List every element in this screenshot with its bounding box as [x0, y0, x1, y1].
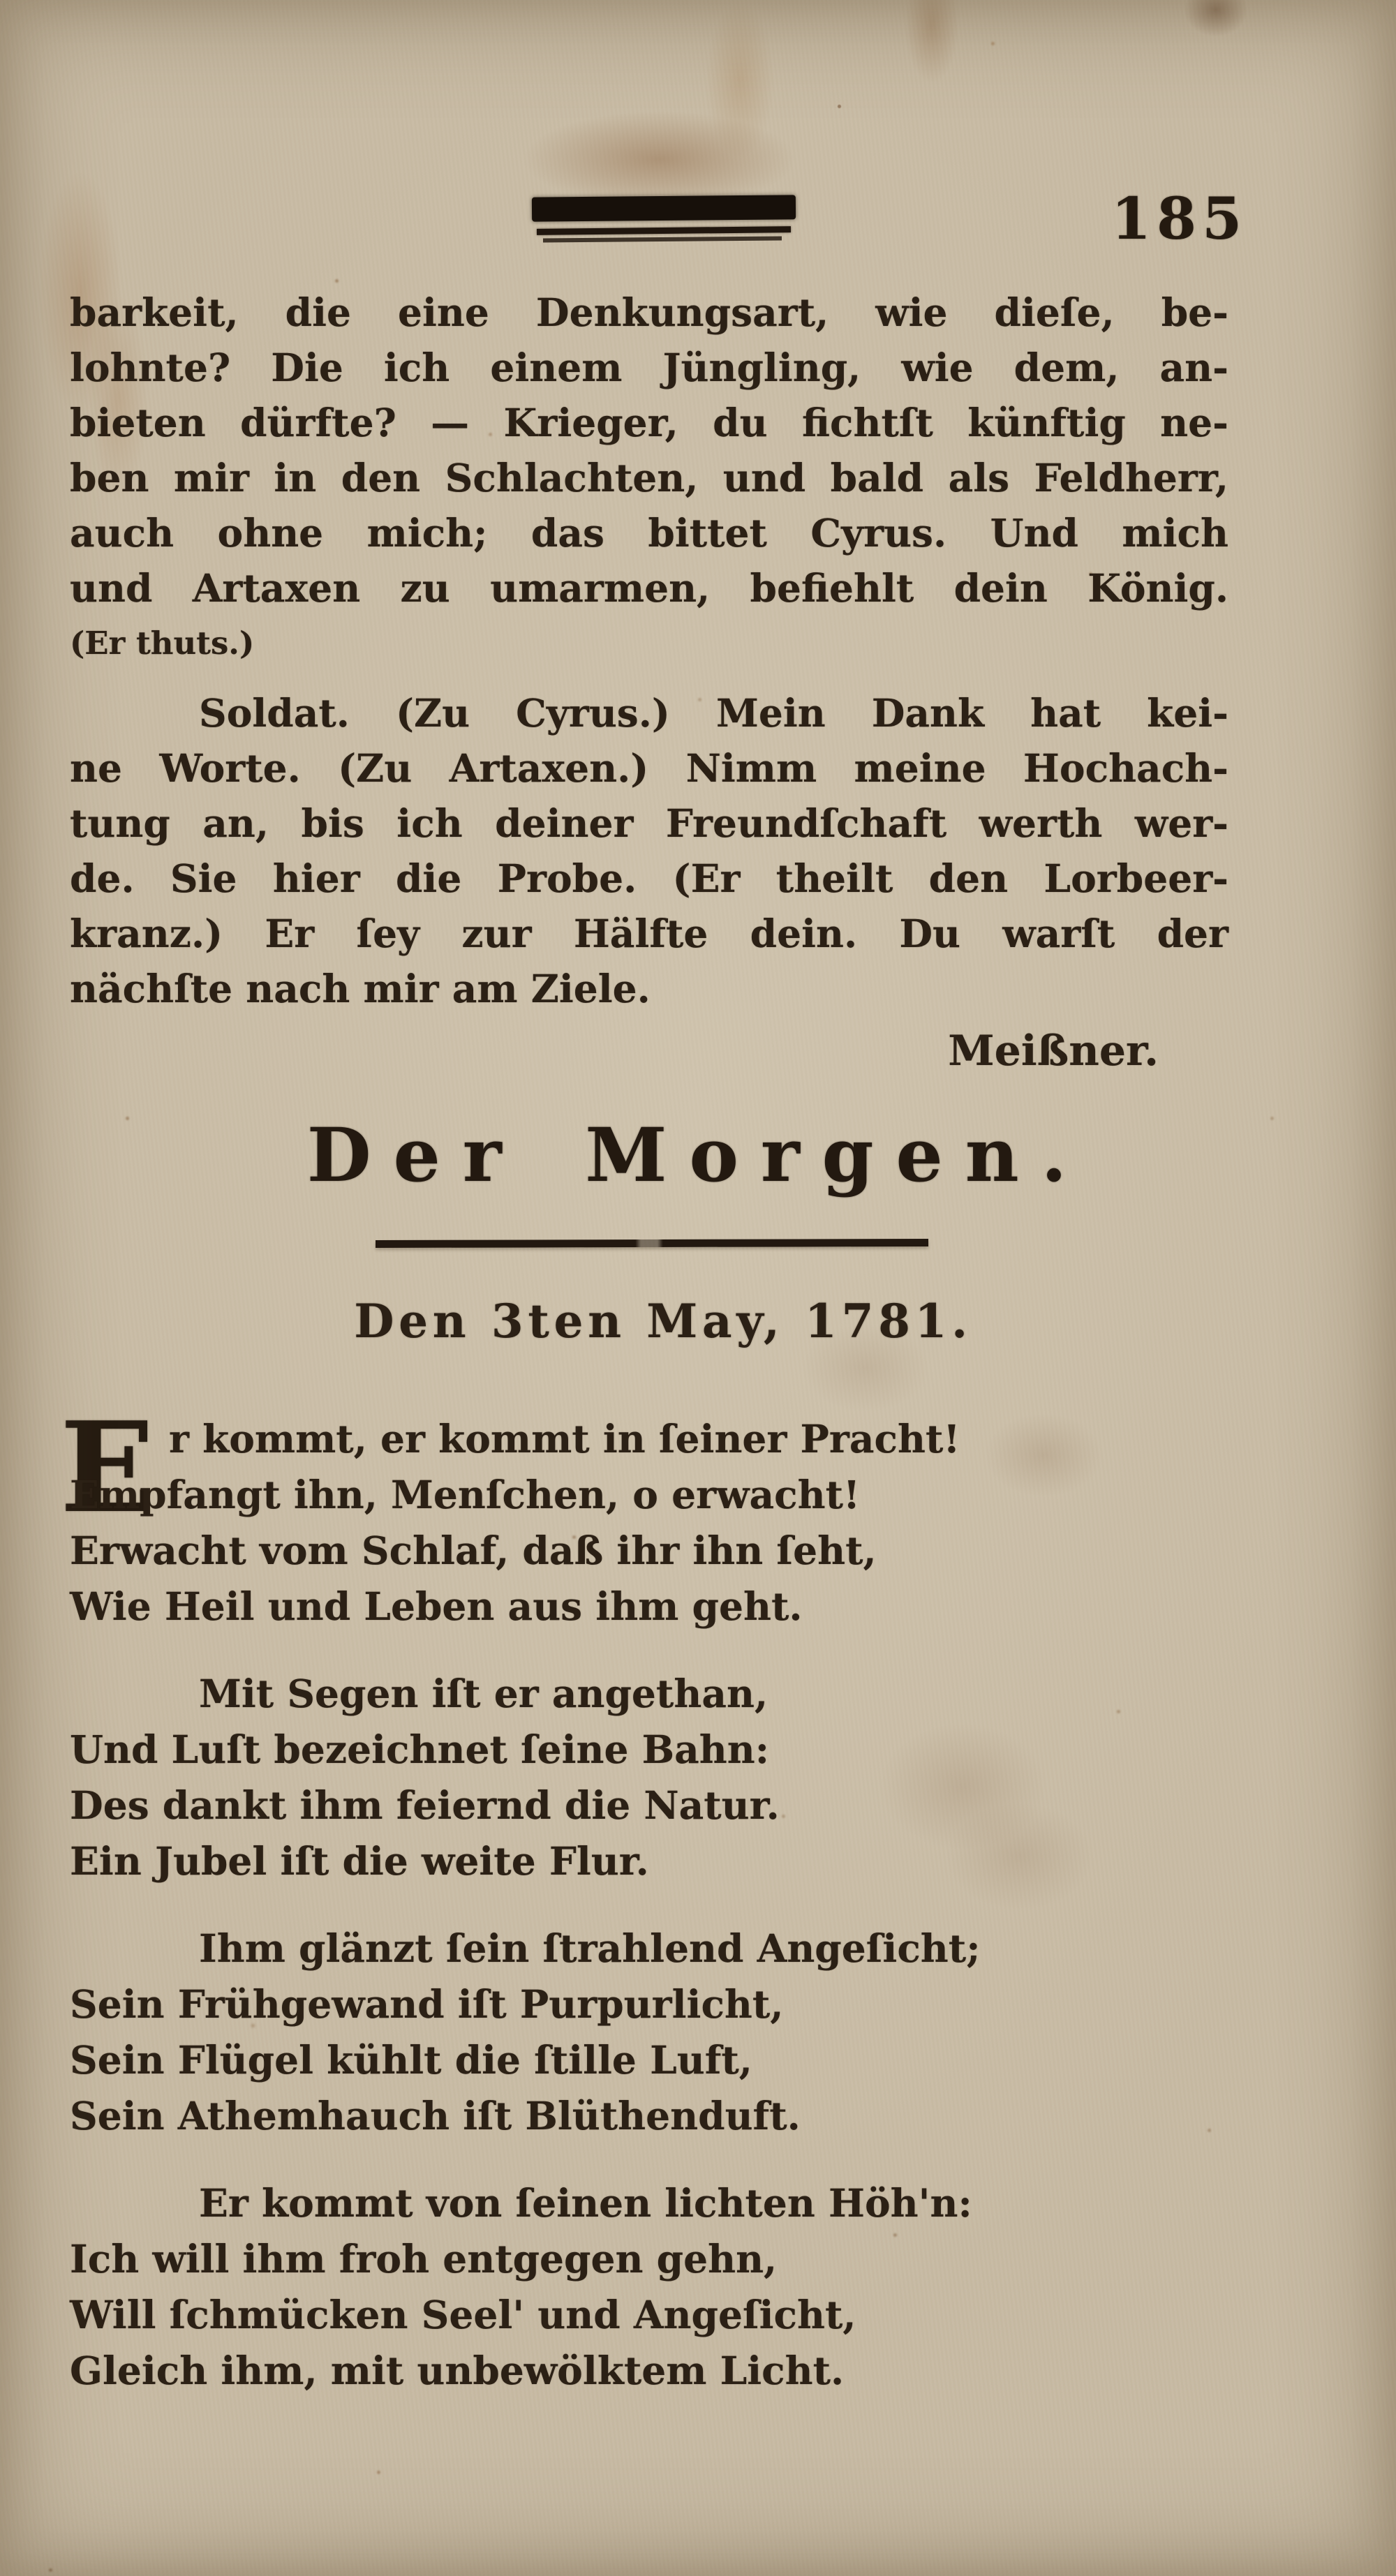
drop-cap: E — [60, 1394, 155, 1540]
poem-line: Ich will ihm froh entgegen gehn, — [70, 2236, 778, 2281]
poem-line: Sein Flügel kühlt die ſtille Luft, — [70, 2037, 752, 2083]
prose-line: ben mir in den Schlachten, und bald als Feldherr, — [70, 455, 1228, 500]
poem-line: Und Luſt bezeichnet ſeine Bahn: — [70, 1727, 770, 1772]
poem-line: Gleich ihm, mit unbewölktem Licht. — [70, 2348, 845, 2393]
prose-block — [70, 285, 1228, 1076]
poem-line: Des dankt ihm feiernd die Natur. — [70, 1782, 780, 1828]
prose-line: kranz.) Er ſey zur Hälfte dein. Du warſt der — [70, 911, 1228, 956]
prose-line: tung an, bis ich deiner Freundſchaft werth wer- — [70, 801, 1228, 846]
header-ornament-rule-2 — [543, 237, 782, 243]
prose-line: ne Worte. (Zu Artaxen.) Nimm meine Hochach- — [70, 745, 1228, 791]
poem-stanza-4 — [70, 2175, 1159, 2399]
poem-line: Mit Segen iſt er angethan, — [199, 1671, 768, 1716]
prose-line-speaker: Soldat. (Zu Cyrus.) Mein Dank hat kei- — [199, 690, 1228, 736]
prose-line: bieten dürfte? — Krieger, du fichtſt künftig ne- — [70, 400, 1228, 445]
poem-line: Erwacht vom Schlaf, daß ihr ihn ſeht, — [70, 1528, 877, 1573]
prose-line: nächſte nach mir am Ziele. — [70, 966, 651, 1011]
poem-line: Sein Frühgewand iſt Purpurlicht, — [70, 1981, 784, 2027]
prose-line: lohnte? Die ich einem Jüngling, wie dem, an- — [70, 345, 1228, 390]
poem-line: Er kommt von ſeinen lichten Höh'n: — [199, 2180, 972, 2226]
author-signature: Meißner. — [948, 1027, 1159, 1075]
poem-line: Ein Jubel iſt die weite Flur. — [70, 1838, 649, 1884]
poem — [70, 1411, 1159, 2399]
prose-line: und Artaxen zu umarmen, befiehlt dein König. — [70, 565, 1228, 611]
date-line: Den 3ten May, 1781. — [354, 1294, 972, 1348]
prose-line: barkeit, die eine Denkungsart, wie dieſe, be- — [70, 290, 1228, 335]
header-ornament-rule — [537, 226, 791, 235]
prose-line: de. Sie hier die Probe. (Er theilt den Lorbeer- — [70, 856, 1228, 901]
poem-line: Ihm glänzt ſein ſtrahlend Angeſicht; — [199, 1926, 981, 1971]
poem-line: Empfangt ihn, Menſchen, o erwacht! — [70, 1472, 861, 1517]
prose-line: auch ohne mich; das bittet Cyrus. Und mich — [70, 510, 1228, 556]
poem-stanza-1 — [70, 1411, 1159, 1635]
section-rule — [376, 1239, 928, 1248]
poem-line: r kommt, er kommt in ſeiner Pracht! — [169, 1416, 960, 1461]
poem-line: Sein Athemhauch iſt Blüthenduft. — [70, 2093, 801, 2138]
poem-stanza-2 — [70, 1666, 1159, 1889]
poem-line: Wie Heil und Leben aus ihm geht. — [70, 1584, 803, 1629]
poem-line: Will ſchmücken Seel' und Angeſicht, — [70, 2292, 856, 2337]
stage-direction: (Er thuts.) — [70, 625, 255, 662]
section-title: Der Morgen. — [306, 1111, 1090, 1198]
poem-stanza-3 — [70, 1921, 1159, 2144]
header-ornament-bar — [532, 195, 796, 221]
page-number: 185 — [1111, 186, 1248, 253]
